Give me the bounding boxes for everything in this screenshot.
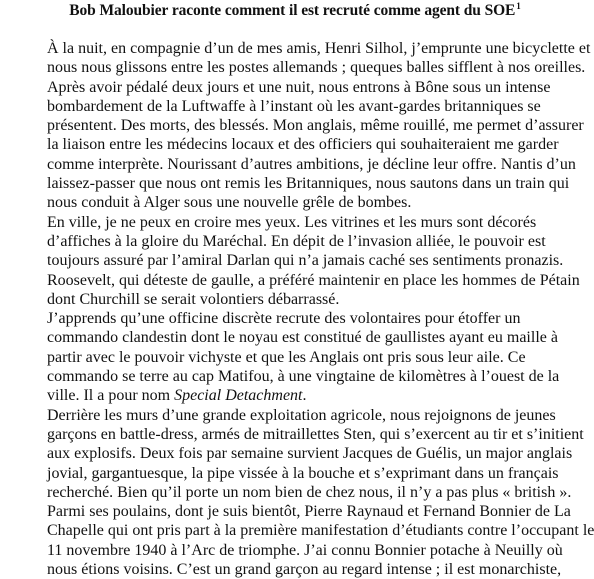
text-line: présentent. Des morts, des blessés. Mon anglais, même rouillé, me permet d’assurer	[47, 117, 584, 135]
text-line: commando clandestin dont le noyau est constitué de gaullistes ayant eu maille à	[47, 329, 558, 347]
text-line: comme interprète. Nourissant d’autres ambitions, je décline leur offre. Nantis d’un	[47, 155, 576, 173]
text-line: nous conduit à Alger sous une nouvelle grêle de bombes.	[47, 194, 412, 212]
text-line: la liaison entre les médecins locaux et des officiers qui souhaiteraient me garder	[47, 136, 559, 154]
text-line: J’apprends qu’une officine discrète recrute des volontaires pour étoffer un	[47, 310, 521, 328]
text-line: nous nous glissons entre les postes allemands ; queques balles sifflent à nos oreilles.	[47, 59, 586, 77]
text-line: Chapelle qui ont pris part à la première manifestation d’étudiants contre l’occupant le	[47, 522, 594, 540]
text-line: aux explosifs. Deux fois par semaine survient Jacques de Guélis, un major anglais	[47, 445, 573, 463]
text-line: toujours assuré par l’amiral Darlan qui n’a jamais caché ses sentiments pronazis.	[47, 252, 564, 270]
text-line: En ville, je ne peux en croire mes yeux. Les vitrines et les murs sont décorés	[47, 213, 537, 231]
text-line: d’affiches à la gloire du Maréchal. En dépit de l’invasion alliée, le pouvoir est	[47, 232, 546, 250]
document-title-text: Bob Maloubier raconte comment il est recruté comme agent du SOE	[69, 2, 516, 19]
text-line: Roosevelt, qui déteste de gaulle, a préféré maintenir en place les hommes de Pétain	[47, 271, 580, 289]
text-line: bombardement de la Luftwaffe à l’instant où les avant-gardes britanniques se	[47, 97, 541, 115]
footnote-marker: 1	[516, 0, 521, 11]
text-line: Après avoir pédalé deux jours et une nuit, nous entrons à Bône sous un intense	[47, 78, 551, 96]
text-line-start: ville. Il a pour nom	[47, 387, 175, 405]
text-line-with-italic	[47, 386, 592, 405]
text-line: laissez-passer que nous ont remis les Britanniques, nous sautons dans un train qui	[47, 175, 570, 193]
text-line: À la nuit, en compagnie d’un de mes amis, Henri Silhol, j’emprunte une bicyclette et	[47, 40, 591, 57]
text-line: Parmi ses poulains, dont je suis bientôt, Pierre Raynaud et Fernand Bonnier de La	[47, 503, 571, 521]
text-line: jovial, gargantuesque, la pipe vissée à la bouche et s’exprimant dans un français	[47, 464, 559, 482]
text-line-end: .	[302, 387, 307, 405]
text-line: commando se terre au cap Matifou, à une vingtaine de kilomètres à l’ouest de la	[47, 368, 560, 386]
document-title	[0, 2, 590, 20]
text-line: partir avec le pouvoir vichyste et que les Anglais ont pris sous leur aile. Ce	[47, 348, 526, 366]
italic-phrase: Special Detachment	[174, 387, 303, 405]
text-line: recherché. Bien qu’il porte un nom bien de chez nous, il n’y a pas plus « british ».	[47, 483, 572, 501]
text-line: dont Churchill se serait volontiers débarrassé.	[47, 290, 340, 308]
text-line: garçons en battle-dress, armés de mitraillettes Sten, qui s’exercent au tir et s’initient	[47, 425, 584, 443]
text-line: 11 novembre 1940 à l’Arc de triomphe. J’ai connu Bonnier potache à Neuilly où	[47, 541, 563, 559]
text-line: nous étions voisins. C’est un grand garçon au regard intense ; il est monarchiste,	[47, 561, 562, 579]
document-body	[47, 39, 592, 579]
text-line: Derrière les murs d’une grande exploitation agricole, nous rejoignons de jeunes	[47, 406, 556, 424]
